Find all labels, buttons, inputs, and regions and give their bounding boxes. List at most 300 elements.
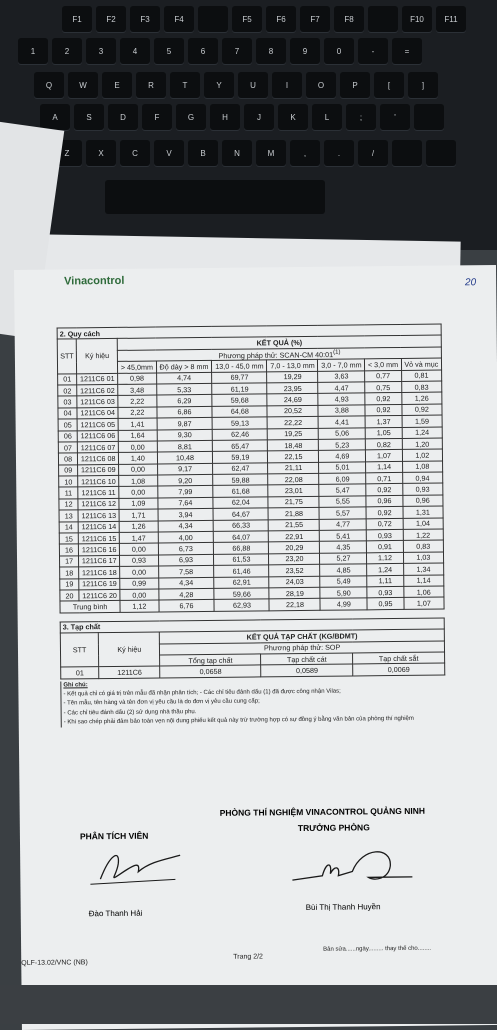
table-cell: 5,27 (320, 553, 367, 565)
table-cell: 66,88 (214, 542, 269, 554)
table-cell: 9,17 (157, 463, 213, 475)
col-header: STT (57, 339, 77, 373)
table-cell: 19,25 (268, 428, 319, 440)
table-cell: 1,71 (119, 509, 158, 521)
analyst-signature (80, 843, 191, 894)
table-cell: 18,48 (268, 439, 319, 451)
table-cell: 11 (59, 487, 78, 499)
table-cell: 0,72 (366, 518, 402, 530)
key: V (154, 140, 184, 166)
table-cell: 0,93 (120, 555, 159, 567)
table-cell: 1,11 (367, 575, 403, 587)
table-cell: 0,77 (365, 370, 401, 382)
company-logo: Vinacontrol (64, 274, 125, 288)
table-cell: 20 (60, 590, 79, 602)
key: T (170, 72, 200, 98)
table-cell: 0,00 (120, 589, 159, 601)
col-header: Độ dày > 8 mm (156, 361, 212, 373)
table-cell: 9,20 (157, 475, 213, 487)
table-cell: 1,34 (403, 563, 443, 575)
table-cell: 64,67 (213, 508, 268, 520)
table-cell: 4,35 (320, 541, 367, 553)
table-cell: 62,91 (214, 576, 269, 588)
table-cell: 17 (59, 556, 78, 568)
result-header: KẾT QUẢ TẠP CHẤT (KG/BDMT) (160, 629, 445, 643)
table-cell: 61,68 (213, 485, 268, 497)
key: - (358, 38, 388, 64)
key: N (222, 140, 252, 166)
table-cell: 61,19 (212, 383, 267, 395)
key: , (290, 140, 320, 166)
table-cell: 1,06 (404, 586, 444, 598)
table-cell: 5,33 (156, 383, 212, 395)
result-header: KẾT QUẢ (%) (117, 335, 441, 350)
key: 9 (290, 38, 320, 64)
method-header: Phương pháp thử: SOP (160, 641, 445, 655)
table-cell: 1,59 (402, 415, 442, 427)
key (198, 6, 228, 32)
keyboard-row-bottom (52, 140, 456, 168)
table-cell: 0,92 (365, 393, 401, 405)
table-cell: 3,48 (118, 384, 157, 396)
table-cell: 14 (59, 521, 78, 533)
table-cell: 1,08 (402, 461, 442, 473)
notes (60, 677, 445, 728)
key: B (188, 140, 218, 166)
table-cell: 0,83 (403, 540, 443, 552)
key: F7 (300, 6, 330, 32)
col-header: 3,0 - 7,0 mm (318, 359, 365, 371)
table-cell: 1211C6 19 (79, 578, 120, 590)
col-header: Ký hiệu (99, 632, 160, 667)
table-cell: 22,91 (269, 530, 320, 542)
table-cell: 0,96 (366, 495, 402, 507)
table-cell: 1211C6 15 (78, 532, 119, 544)
table-cell: 1211C6 05 (77, 419, 118, 431)
key: [ (374, 72, 404, 98)
table-cell: 1,20 (402, 438, 442, 450)
table-cell: 7,64 (157, 497, 213, 509)
page-number: Trang 2/2 (233, 953, 263, 961)
table-cell: 5,06 (319, 427, 366, 439)
key: U (238, 72, 268, 98)
table-cell: 23,01 (268, 485, 319, 497)
table-cell: 0,93 (402, 483, 442, 495)
table-cell: 1,24 (402, 427, 442, 439)
key: D (108, 104, 138, 130)
table-cell: 5,49 (320, 575, 367, 587)
key: F8 (334, 6, 364, 32)
key: L (312, 104, 342, 130)
table-cell: 21,88 (268, 508, 319, 520)
table-cell: 20,52 (267, 405, 318, 417)
average-cell: 62,93 (214, 599, 269, 611)
table-cell: 7,58 (158, 566, 214, 578)
table-cell: 0,0069 (353, 663, 445, 675)
table-cell: 10 (59, 476, 78, 488)
table-cell: 5,01 (319, 462, 366, 474)
table-cell: 1,03 (403, 552, 443, 564)
table-cell: 0,99 (120, 578, 159, 590)
table-cell: 0,94 (402, 472, 442, 484)
col-header: 13,0 - 45,0 mm (212, 360, 267, 372)
note-line: - Tên mẫu, tên hàng và tên đơn vị yêu cầu là do đơn vị yêu cầu cung cấp; (61, 696, 446, 709)
table-cell: 0,92 (365, 404, 401, 416)
table-cell: 4,77 (320, 518, 367, 530)
handwritten-number: 20 (464, 277, 477, 289)
col-header: Tổng tạp chất (160, 654, 261, 666)
lab-title: PHÒNG THÍ NGHIỆM VINACONTROL QUẢNG NINH (219, 805, 426, 818)
table-cell: 0,93 (367, 586, 403, 598)
table-cell: 1,14 (366, 461, 402, 473)
note-line: - Kết quả chỉ có giá trị trên mẫu đã nhận phân tích; - Các chỉ tiêu đánh dấu (1) đã được công nhận Vilas; (60, 687, 445, 700)
table-cell: 03 (58, 396, 77, 408)
table-cell: 12 (59, 499, 78, 511)
table-cell: 65,47 (213, 440, 268, 452)
table-cell: 1,14 (403, 575, 443, 587)
document-content (57, 324, 446, 728)
key: ] (408, 72, 438, 98)
table-cell: 1211C6 09 (78, 464, 119, 476)
table-cell: 0,00 (119, 486, 158, 498)
key: X (86, 140, 116, 166)
table-cell: 0,0658 (160, 665, 261, 677)
table-cell: 01 (58, 373, 77, 385)
key: A (40, 104, 70, 130)
table-cell: 1211C6 01 (77, 373, 118, 385)
table-cell: 62,04 (213, 497, 268, 509)
key (368, 6, 398, 32)
col-header: Tạp chất sắt (353, 652, 445, 664)
key: Q (34, 72, 64, 98)
table-cell: 6,73 (158, 543, 214, 555)
key: W (68, 72, 98, 98)
table-cell: 5,57 (319, 507, 366, 519)
table-cell: 4,41 (319, 416, 366, 428)
table-cell: 1211C6 07 (78, 441, 119, 453)
table-cell: 21,75 (268, 496, 319, 508)
key: S (74, 104, 104, 130)
key: K (278, 104, 308, 130)
average-label: Trung bình (60, 601, 120, 613)
table-cell: 4,34 (158, 520, 214, 532)
table-cell: 62,46 (213, 428, 268, 440)
table-cell: 5,41 (320, 530, 367, 542)
table-cell: 24,03 (269, 576, 320, 588)
table-cell: 21,55 (269, 519, 320, 531)
average-cell: 6,76 (159, 600, 215, 612)
table-cell: 1211C6 18 (79, 567, 120, 579)
table-cell: 07 (58, 442, 77, 454)
table-cell: 1,37 (365, 416, 401, 428)
key: H (210, 104, 240, 130)
desk-surface (0, 985, 497, 1024)
table-cell: 1211C6 04 (77, 407, 118, 419)
table-cell: 0,00 (119, 464, 158, 476)
key: I (272, 72, 302, 98)
key: O (306, 72, 336, 98)
table-cell: 23,52 (269, 565, 320, 577)
average-cell: 0,95 (367, 598, 403, 610)
key: E (102, 72, 132, 98)
table-cell: 0,98 (118, 373, 157, 385)
table-cell: 04 (58, 408, 77, 420)
table-cell: 4,34 (158, 577, 214, 589)
table-cell: 1,09 (119, 498, 158, 510)
key: J (244, 104, 274, 130)
table-cell: 21,11 (268, 462, 319, 474)
table-cell: 2,22 (118, 407, 157, 419)
table-cell: 7,99 (157, 486, 213, 498)
table-cell: 6,93 (158, 554, 214, 566)
table-cell: 23,20 (269, 553, 320, 565)
impurity-table (60, 617, 446, 679)
table-cell: 1,02 (402, 449, 442, 461)
head-title: TRƯỞNG PHÒNG (297, 822, 370, 834)
key: 2 (52, 38, 82, 64)
table-cell: 5,47 (319, 484, 366, 496)
keyboard-row-function (62, 6, 466, 34)
table-cell: 0,82 (366, 438, 402, 450)
table-cell: 4,28 (158, 588, 214, 600)
key: F (142, 104, 172, 130)
key: = (392, 38, 422, 64)
table-cell: 20,29 (269, 542, 320, 554)
table-cell: 0,71 (366, 473, 402, 485)
table-cell: 1211C6 02 (77, 384, 118, 396)
table-cell: 1,47 (119, 532, 158, 544)
key: F2 (96, 6, 126, 32)
table-cell: 1211C6 10 (78, 475, 119, 487)
key: P (340, 72, 370, 98)
table-cell: 0,92 (366, 484, 402, 496)
edition-info: Bản sửa......ngày......... thay thế cho........ (323, 945, 432, 953)
table-cell: 01 (61, 667, 99, 679)
spacebar-key (105, 180, 325, 214)
keyboard-background (0, 0, 497, 250)
analyst-name: Đào Thanh Hải (88, 908, 143, 919)
document-page (14, 265, 497, 1030)
table-cell: 1,04 (403, 518, 443, 530)
table-cell: 4,00 (158, 531, 214, 543)
average-cell: 4,99 (320, 598, 367, 610)
key: C (120, 140, 150, 166)
table-cell: 1211C6 (99, 666, 160, 678)
key: ' (380, 104, 410, 130)
table-cell: 1211C6 17 (79, 555, 120, 567)
table-cell: 1,64 (118, 430, 157, 442)
table-cell: 23,95 (267, 382, 318, 394)
table-cell: 0,81 (401, 370, 441, 382)
table-cell: 9,87 (157, 418, 213, 430)
table-cell: 13 (59, 510, 78, 522)
table-cell: 61,53 (214, 554, 269, 566)
analyst-title: PHÂN TÍCH VIÊN (79, 830, 149, 842)
table-cell: 2,22 (118, 395, 157, 407)
table-cell: 06 (58, 430, 77, 442)
table-cell: 1,22 (403, 529, 443, 541)
keyboard-row-qwerty (34, 72, 438, 100)
col-header: Tạp chất cát (261, 653, 353, 665)
section-title: 2. Quy cách (57, 324, 441, 339)
table-cell: 05 (58, 419, 77, 431)
table-cell: 59,19 (213, 451, 268, 463)
key: 3 (86, 38, 116, 64)
table-cell: 1211C6 06 (77, 430, 118, 442)
key: F3 (130, 6, 160, 32)
table-cell: 3,88 (318, 405, 365, 417)
table-cell: 08 (58, 453, 77, 465)
table-cell: 59,13 (212, 417, 267, 429)
key: G (176, 104, 206, 130)
key: ; (346, 104, 376, 130)
key: 4 (120, 38, 150, 64)
col-header: STT (60, 633, 99, 668)
table-cell: 1,41 (118, 418, 157, 430)
average-cell: 22,18 (269, 599, 320, 611)
table-cell: 5,90 (320, 587, 367, 599)
key: Z (52, 140, 82, 166)
table-cell: 28,19 (269, 587, 320, 599)
table-cell: 1,12 (367, 552, 403, 564)
table-cell: 4,93 (318, 393, 365, 405)
keyboard-row-numbers (18, 38, 422, 66)
key: / (358, 140, 388, 166)
col-header: Ký hiệu (76, 339, 117, 374)
table-cell: 1211C6 12 (78, 498, 119, 510)
table-cell: 22,15 (268, 451, 319, 463)
table-cell: 15 (59, 533, 78, 545)
table-cell: 0,92 (366, 507, 402, 519)
table-cell: 59,88 (213, 474, 268, 486)
table-cell: 1,31 (403, 506, 443, 518)
key: 8 (256, 38, 286, 64)
key: M (256, 140, 286, 166)
table-cell: 6,86 (157, 406, 213, 418)
table-cell: 66,33 (213, 519, 268, 531)
table-cell: 1,08 (119, 475, 158, 487)
key: Y (204, 72, 234, 98)
head-name: Bùi Thị Thanh Huyền (305, 902, 381, 912)
key: F11 (436, 6, 466, 32)
table-cell: 19 (60, 578, 79, 590)
spec-table-body (58, 370, 444, 602)
table-cell: 0,83 (401, 381, 441, 393)
notes-title: Ghi chú: (60, 677, 445, 690)
table-cell: 1,05 (365, 427, 401, 439)
col-header: Vỏ và mục (401, 358, 441, 370)
table-cell: 62,47 (213, 463, 268, 475)
table-cell: 0,91 (367, 541, 403, 553)
table-cell: 02 (58, 385, 77, 397)
table-cell: 0,92 (402, 404, 442, 416)
table-cell: 10,48 (157, 452, 213, 464)
table-cell: 1211C6 16 (79, 544, 120, 556)
key: 7 (222, 38, 252, 64)
table-cell: 1211C6 11 (78, 487, 119, 499)
key: F4 (164, 6, 194, 32)
key: 1 (18, 38, 48, 64)
key: F5 (232, 6, 262, 32)
key: 5 (154, 38, 184, 64)
table-cell: 4,74 (156, 372, 212, 384)
form-code: QLF-13.02/VNC (NB) (21, 959, 88, 967)
table-cell: 1,24 (367, 564, 403, 576)
table-cell: 1211C6 20 (79, 589, 120, 601)
table-cell: 1,07 (366, 450, 402, 462)
table-cell: 1211C6 03 (77, 396, 118, 408)
table-cell: 64,68 (212, 406, 267, 418)
table-cell: 18 (60, 567, 79, 579)
table-cell: 1,26 (401, 392, 441, 404)
key: F10 (402, 6, 432, 32)
table-cell: 0,93 (367, 529, 403, 541)
table-cell: 0,75 (365, 381, 401, 393)
table-cell: 6,09 (319, 473, 366, 485)
table-cell: 59,66 (214, 588, 269, 600)
key: F6 (266, 6, 296, 32)
average-cell: 1,07 (404, 597, 444, 609)
table-cell: 22,08 (268, 473, 319, 485)
col-header: 7,0 - 13,0 mm (267, 359, 318, 371)
spec-table (57, 324, 445, 614)
table-cell: 1211C6 14 (78, 521, 119, 533)
table-cell: 3,94 (158, 509, 214, 521)
note-line: - Các chỉ tiêu đánh dấu (2) sử dụng nhà thầu phụ. (61, 705, 446, 718)
table-cell: 1,40 (119, 452, 158, 464)
table-cell: 09 (59, 465, 78, 477)
table-cell: 0,00 (118, 441, 157, 453)
table-cell: 3,63 (318, 370, 365, 382)
col-header: < 3,0 mm (365, 359, 401, 371)
table-cell: 6,29 (156, 395, 212, 407)
keyboard-row-home (40, 104, 444, 132)
table-cell: 0,96 (403, 495, 443, 507)
table-cell: 1,26 (119, 521, 158, 533)
key: 6 (188, 38, 218, 64)
table-cell: 59,68 (212, 394, 267, 406)
note-line: - Khi sao chép phải đảm bảo toàn vẹn nội dung phiếu kết quả này trừ trường hợp có sự đồng ý bằng văn bản của phòng thí nghiệm (61, 714, 446, 727)
table-cell: 64,07 (214, 531, 269, 543)
key: . (324, 140, 354, 166)
table-cell: 1211C6 08 (78, 453, 119, 465)
key (426, 140, 456, 166)
key (392, 140, 422, 166)
table-cell: 61,46 (214, 565, 269, 577)
table-cell: 9,30 (157, 429, 213, 441)
table-cell: 4,69 (319, 450, 366, 462)
table-cell: 16 (59, 544, 78, 556)
key: F1 (62, 6, 92, 32)
table-cell: 4,85 (320, 564, 367, 576)
head-signature (282, 841, 423, 892)
method-header: Phương pháp thử: SCAN-CM 40:01$^{(1)}$ (118, 347, 442, 362)
section-title: 3. Tạp chất (60, 618, 444, 633)
table-cell: 5,55 (319, 496, 366, 508)
table-cell: 0,0589 (261, 664, 353, 676)
table-cell: 0,00 (120, 566, 159, 578)
table-cell: 22,22 (268, 416, 319, 428)
key (414, 104, 444, 130)
table-cell: 5,23 (319, 439, 366, 451)
table-cell: 4,47 (318, 382, 365, 394)
key: R (136, 72, 166, 98)
col-header: > 45,0mm (118, 361, 157, 373)
table-cell: 8,81 (157, 440, 213, 452)
table-cell: 69,77 (212, 371, 267, 383)
key: 0 (324, 38, 354, 64)
average-cell: 1,12 (120, 600, 159, 612)
